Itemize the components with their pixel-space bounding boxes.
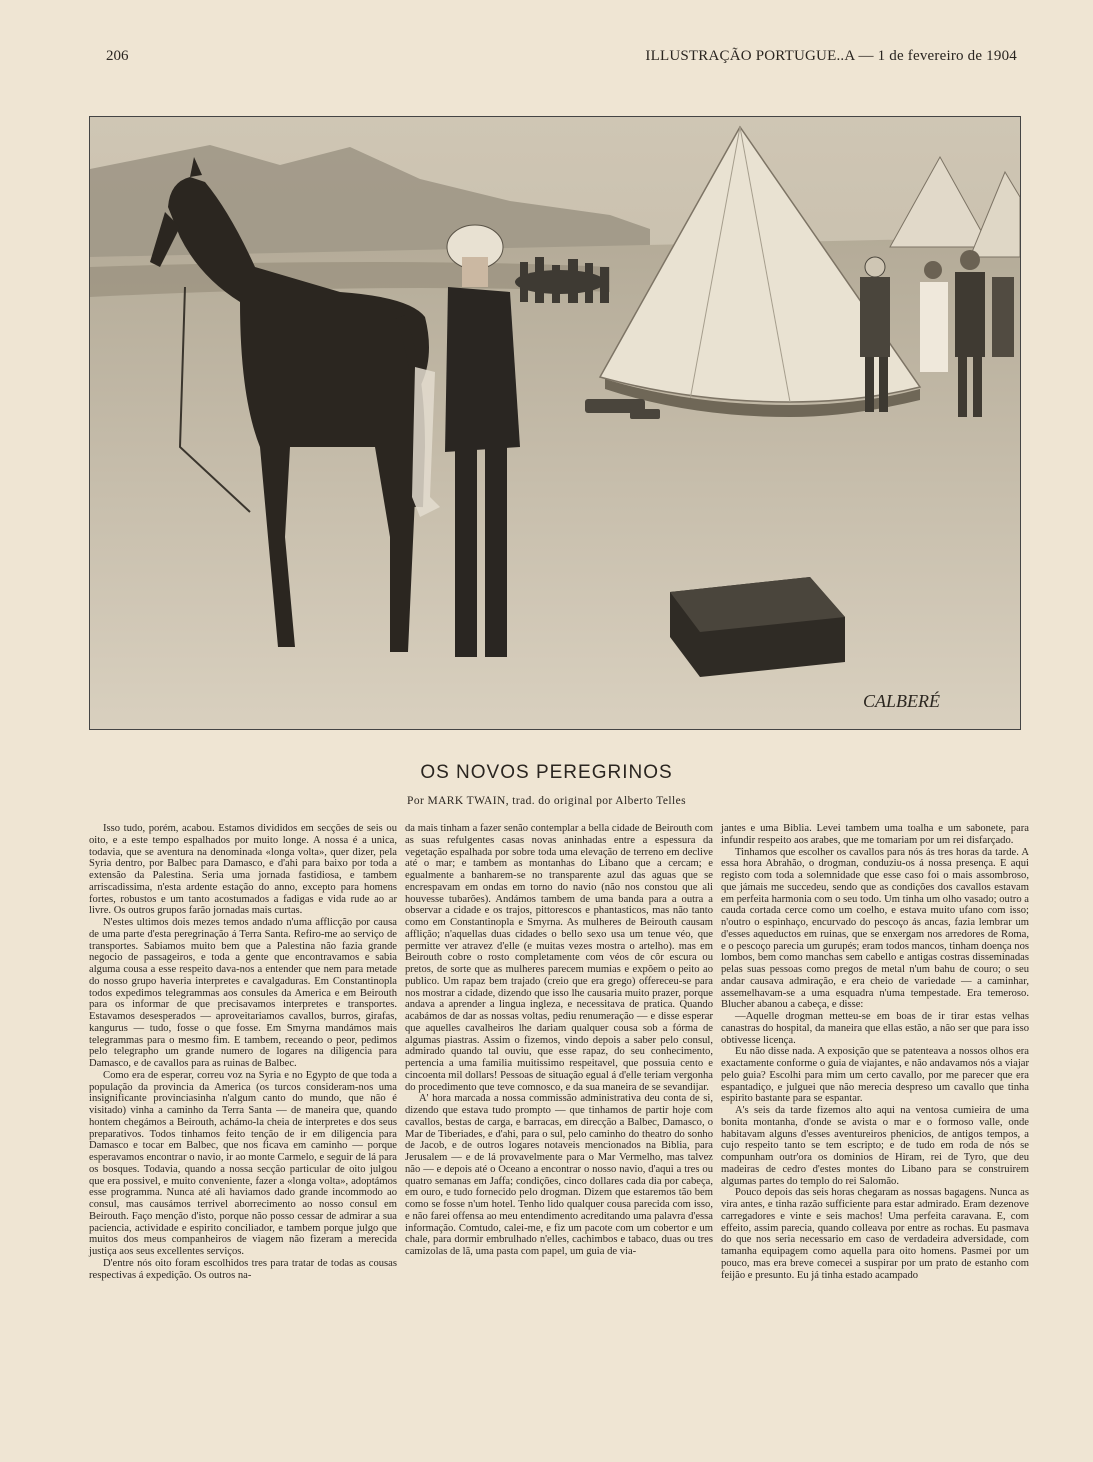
paragraph: Como era de esperar, correu voz na Syria e no Egypto de que toda a população da provincia da America (os turcos consideram-nos uma insignificante provinciasinha n'algum canto do mundo, que não é visitado) vinha a caminho da Terra Santa — de maneira que, quando hontem chegámos a Beirouth, achámo-la cheia de interpretes e dos seus preparativos. Todos tinhamos feito tenção de ir em diligencia para Damasco e tocar em Balbec, que nos ficava em caminho — porque esperavamos encontrar o navio, ir ao monte Carmelo, e seguir de lá para os bosques. Todavia, quando a nossa secção particular de oito julgou que era possivel, e muito conveniente, fazer a «longa volta», adoptámos esse programma. Nunca até ali haviamos dado grande incommodo ao consul, mas causámos terrivel aborrecimento ao nosso consul em Beirouth. Faço menção d'isto, porque não posso cessar de admirar a sua paciencia, actividade e espirito conciliador, e tambem porque julgo que muitos dos meus companheiros de viagem não fizeram a merecida justiça aos seus excellentes serviços. (89, 1069, 397, 1257)
paragraph: A' hora marcada a nossa commissão administrativa deu conta de si, dizendo que estava tudo prompto — que tinhamos de partir hoje com cavallos, bestas de carga, e barracas, em direcção a Balbec, Damasco, o Mar de Tiberiades, e d'ahi, para o sul, pelo caminho do theatro do sonho de Jacob, e de outros logares notaveis mencionados na Biblia, para Jerusalem — e de lá provavelmente para o Mar Vermelho, mas talvez não — e depois até o Oceano a encontrar o nosso navio, d'aqui a tres ou quatro semanas em Jaffa; condições, cinco dollares cada dia por cabeça, em ouro, e tudo fornecido pelo drogman. Dizem que estaremos tão bem como se fosse n'um hotel. Tenho lido qualquer cousa parecida com isso, e não farei offensa ao meu entendimento acreditando uma palavra d'essa informação. Comtudo, calei-me, e fiz um pacote com um cobertor e um chale, para dormir embrulhado n'elles, cachimbos e tabaco, duas ou tres camizolas de lã, uma pasta com papel, um guia de via- (405, 1093, 713, 1257)
article-byline: Por MARK TWAIN, trad. do original por Alberto Telles (407, 795, 686, 807)
article-title: OS NOVOS PEREGRINOS (420, 762, 673, 783)
text-column-1 (89, 823, 397, 1281)
page-number: 206 (106, 48, 129, 64)
paragraph: D'entre nós oito foram escolhidos tres para tratar de todas as cousas respectivas á expedição. Os outros na- (89, 1257, 397, 1281)
illustration-figure (89, 116, 1021, 730)
paragraph: Tinhamos que escolher os cavallos para nós ás tres horas da tarde. A essa hora Abrahão, o drogman, conduziu-os á nossa presença. E aqui registo com toda a solemnidade que esse caso foi o mais assombroso, que jámais me succedeu, sendo que as condições dos cavallos estavam em perfeita harmonia com o seu todo. Um tinha um olho vasado; outro a cauda cortada cerce como um coelho, e estava muito ufano com isso; n'outro o espinhaço, encurvado do pescoço ás ancas, fazia lembrar um d'esses aqueductos em ruinas, que se enxergam nos arredores de Roma, e o pescoço parecia um gurupés; eram todos mancos, tinham doença nos lombos, bem como manchas sem cabello e antigas costras disseminadas pelas suas pessoas como pregos de metal n'um bahu de couro; o seu andar causava admiração, e era cheio de variedade — a caminhar, assemelhavam-se a uma esquadra n'uma tempestade. Era temeroso. Blucher abanou a cabeça, e disse: (721, 846, 1029, 1011)
paragraph: N'estes ultimos dois mezes temos andado n'uma afflicção por causa de uma parte d'esta peregrinação á Terra Santa. Refiro-me ao serviço de transportes. Sabiamos muito bem que a Palestina não fazia grande negocio de passageiros, e toda a gente que encontravamos e sabia alguma cousa a esse respeito dava-nos a entender que nem para metade do nosso grupo haveria interpretes e cavalgaduras. Em Constantinopla todos expedimos telegrammas aos consules da America e em Beirouth para os informar de que precisavamos interpretes e transportes. Estavamos desesperados — aproveitariamos cavallos, burros, girafas, kangurus — tudo, fosse o que fosse. Em Smyrna mandámos mais telegrammas para o mesmo fim. E tambem, receando o peor, pedimos pelo telegrapho um grande numero de logares na diligencia para Damasco, e de cavallos para as ruinas de Balbec. (89, 917, 397, 1069)
paragraph: jantes e uma Biblia. Levei tambem uma toalha e um sabonete, para infundir respeito aos arabes, que me tomariam por um rei disfarçado. (721, 823, 1029, 846)
running-title: ILLUSTRAÇÃO PORTUGUE..A — 1 de fevereiro de 1904 (645, 48, 1017, 64)
text-column-2 (405, 823, 713, 1258)
trunk-box (670, 577, 845, 677)
paragraph: A's seis da tarde fizemos alto aqui na ventosa cumieira de uma bonita montanha, d'onde se avista o mar e o formoso valle, onde habitavam alguns d'esses aventureiros phenicios, de antigos tempos, a cujo respeito tanto se tem escripto; e de tudo em roda de nós se compunham outr'ora os dominios de Hiram, rei de Tyro, que deu madeiras de cedro d'estes montes do Libano para se construirem algumas partes do templo do rei Salomão. (721, 1105, 1029, 1187)
paragraph: Eu não disse nada. A exposição que se patenteava a nossos olhos era exactamente conforme o guia de viajantes, e não andavamos nós a viajar pelo guia? Escolhi para mim um certo cavallo, por me parecer que era espantadiço, e julguei que não merecia despreso um cavallo que tinha espirito bastante para se espantar. (721, 1046, 1029, 1105)
paragraph: Pouco depois das seis horas chegaram as nossas bagagens. Nunca as vira antes, e tinha razão sufficiente para estar admirado. Eram dezenove carregadores e vinte e seis machos! Uma perfeita caravana. E, com effeito, assim parecia, quando colleava por entre as rochas. Eu pasmava do que nos seria necessario em caso de verdadeira adversidade, com tamanha equipagem como aquella para oito homens. Pasmei por um pouco, mas era breve comecei a suspirar por um prato de estanho com feijão e presunto. Eu já tinha estado acampado (721, 1187, 1029, 1281)
paragraph: Isso tudo, porém, acabou. Estamos divididos em secções de seis ou oito, e a este tempo espalhados por muito longe. A nossa é a unica, todavia, que se aventura na denominada «longa volta», quer dizer, pela Syria dentro, por Balbec para Damasco, e d'ahi para baixo por toda a extensão da Palestina. Seria uma jornada fastidiosa, e tambem arriscadissima, n'esta ardente estação do anno, excepto para homens fortes, robustos e um tanto acostumados a fadigas e vida rude ao ar livre. Os outros grupos farão jornadas mais curtas. (89, 823, 397, 917)
paragraph: —Aquelle drogman metteu-se em boas de ir tirar estas velhas canastras do hospital, da maneira que ellas estão, a não ser que para isso obtivesse licença. (721, 1011, 1029, 1046)
paragraph: da mais tinham a fazer senão contemplar a bella cidade de Beirouth com as suas refulgentes casas novas aninhadas entre a espessura da vegetação espalhada por sobre toda uma elevação de terreno em declive até o mar; e tambem as montanhas do Libano que a cercam; e egualmente a banharem-se no transparente azul das aguas que se encrespavam em ondas em torno do navio (não nos constou que ali houvesse tubarões). Andámos tambem de uma banda para a outra a observar a cidade e os trajos, pittorescos e phantasticos, mas não tanto como em Constantinopla e Smyrna. As mulheres de Beirouth causam afflição; n'aquellas duas cidades o bello sexo usa um tenue véo, que permitte ver atravez d'elle (e muitas vezes mostra o artelho). mas em Beirouth cobre o rosto completamente com véos de côr escura ou pretos, de sorte que as mulheres parecem mumias e expõem o peito ao publico. Um rapaz bem trajado (creio que era grego) offereceu-se para nos mostrar a cidade, dizendo que isso lhe causaria muito prazer, porque andava a aprender a lingua ingleza, e necessitava de pratica. Quando acabámos de dar as nossas voltas, pediu renumeração — e disse esperar que aquelles cavalheiros lhe dariam qualquer cousa sob a fórma de algumas piastras. Assim o fizemos, vindo depois a saber pelo consul, admirado quando tal ouviu, que esse rapaz, do seu conhecimento, pertencia a uma familia muitissimo respeitavel, que possuia cento e cincoenta mil dollars! Pessoas de situação egual á d'elle teriam vergonha do procedimento que teve comnosco, e da sua maneira de se sevandijar. (405, 823, 713, 1093)
artist-signature: CALBERÉ (863, 691, 940, 711)
illustration-drawing (90, 117, 1020, 729)
text-column-3 (721, 823, 1029, 1281)
